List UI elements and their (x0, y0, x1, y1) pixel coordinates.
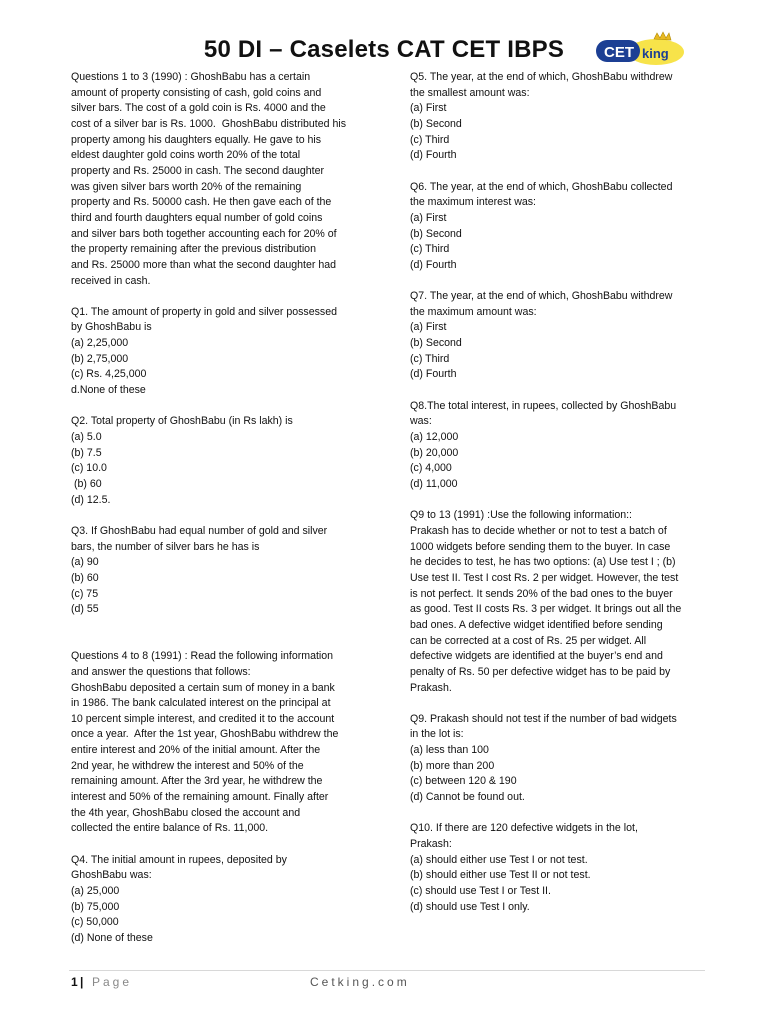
spacer (71, 399, 371, 415)
text-line: property and Rs. 50000 cash. He then gave each of the (71, 196, 332, 209)
text-line: Q5. The year, at the end of which, GhoshBabu withdrew (410, 71, 673, 83)
cetking-logo-graphic (594, 30, 686, 66)
question-block (71, 70, 371, 289)
text-line: Questions 1 to 3 (1990) : GhoshBabu has a certain (71, 71, 311, 83)
text-line: bad ones. A defective widget identified before sending (410, 618, 663, 631)
text-line: (c) 4,000 (410, 462, 452, 475)
text-line: Q9 to 13 (1991) :Use the following information:: (410, 509, 632, 522)
text-line: silver bars. The cost of a gold coin is Rs. 4000 and the (71, 102, 326, 115)
text-line: Q2. Total property of GhoshBabu (in Rs lakh) is (71, 415, 293, 428)
text-line: (d) should use Test I only. (410, 900, 530, 913)
text-line: (c) 50,000 (71, 916, 119, 929)
question-block (71, 649, 371, 837)
spacer (71, 634, 371, 650)
text-line: (a) 2,25,000 (71, 337, 129, 350)
text-line: eldest daughter gold coins worth 20% of the total (71, 149, 301, 162)
text-line: (a) 90 (71, 556, 99, 569)
text-line: was: (410, 415, 432, 428)
question-block (410, 508, 710, 696)
text-line: the property remaining after the previous distribution (71, 243, 316, 256)
text-line: 1000 widgets before sending them to the buyer. In case (410, 540, 671, 553)
text-line: amount of property consisting of cash, gold coins and (71, 86, 322, 99)
text-line: (b) more than 200 (410, 759, 495, 772)
text-line: bars, the number of silver bars he has is (71, 540, 260, 553)
text-line: (b) 75,000 (71, 900, 120, 913)
text-line: Prakash. (410, 681, 452, 694)
spacer (410, 164, 710, 180)
text-line: (d) Fourth (410, 149, 457, 162)
spacer (410, 383, 710, 399)
text-line: property and Rs. 25000 in cash. The second daughter (71, 164, 325, 177)
text-line: (d) 12.5. (71, 493, 111, 506)
text-line: (b) 20,000 (410, 446, 459, 459)
spacer (410, 493, 710, 509)
text-line: as good. Test II costs Rs. 3 per widget. It brings out all the (410, 603, 682, 616)
text-line: Q9. Prakash should not test if the number of bad widgets (410, 712, 677, 725)
text-line: defective widgets are identified at the buyer’s end and (410, 650, 663, 663)
text-line: Q3. If GhoshBabu had equal number of gold and silver (71, 524, 328, 537)
spacer (410, 274, 710, 290)
text-line: (d) Fourth (410, 258, 457, 271)
text-line: Q6. The year, at the end of which, GhoshBabu collected (410, 180, 673, 193)
spacer (410, 806, 710, 822)
question-block (410, 289, 710, 383)
spacer (71, 289, 371, 305)
text-line: penalty of Rs. 50 per defective widget has to be paid by (410, 665, 671, 678)
text-line: (d) 55 (71, 603, 99, 616)
page-label: Page (92, 975, 133, 989)
text-line: and answer the questions that follows: (71, 665, 251, 678)
text-line: Q1. The amount of property in gold and silver possessed (71, 305, 337, 318)
text-line: in 1986. The bank calculated interest on the principal at (71, 697, 331, 710)
text-line: (a) 25,000 (71, 885, 120, 898)
spacer (410, 696, 710, 712)
text-line: (a) First (410, 211, 447, 224)
text-line: (b) Second (410, 337, 462, 350)
page-number: 1 (71, 975, 78, 989)
text-line: property among his daughters equally. He gave to his (71, 133, 322, 146)
question-block (71, 305, 371, 399)
text-line: can be corrected at a cost of Rs. 25 per widget. All (410, 634, 647, 647)
text-line: interest and 50% of the remaining amount. Finally after (71, 791, 329, 804)
footer-separator: | (80, 975, 84, 989)
text-line: was given silver bars worth 20% of the remaining (71, 180, 302, 193)
text-line: (d) Fourth (410, 368, 457, 381)
text-line: (a) First (410, 102, 447, 115)
text-line: once a year. After the 1st year, GhoshBabu withdrew the (71, 728, 339, 741)
text-line: d.None of these (71, 384, 146, 397)
text-line: (c) 75 (71, 587, 99, 600)
spacer (71, 508, 371, 524)
cetking-logo (594, 30, 686, 66)
page-title: 50 DI – Caselets CAT CET IBPS (203, 36, 565, 63)
text-line: the maximum interest was: (410, 196, 536, 209)
text-line: remaining amount. After the 3rd year, he withdrew the (71, 775, 323, 788)
question-block (410, 70, 710, 164)
text-line: (c) Third (410, 133, 450, 146)
text-line: (d) Cannot be found out. (410, 791, 525, 804)
footer-site: Cetking.com (310, 975, 410, 989)
text-line: (c) Rs. 4,25,000 (71, 368, 147, 381)
text-line: (a) 12,000 (410, 431, 459, 444)
text-line: the smallest amount was: (410, 86, 530, 99)
text-line: GhoshBabu deposited a certain sum of money in a bank (71, 681, 335, 694)
text-line: GhoshBabu was: (71, 869, 152, 882)
text-line: received in cash. (71, 274, 151, 287)
text-line: by GhoshBabu is (71, 321, 152, 334)
question-block (410, 821, 710, 915)
text-line: (b) 2,75,000 (71, 352, 129, 365)
text-line: (b) Second (410, 227, 462, 240)
text-line: Q7. The year, at the end of which, GhoshBabu withdrew (410, 290, 673, 303)
text-line: 10 percent simple interest, and credited it to the account (71, 712, 335, 725)
text-line: he decides to test, he has two options: (a) Use test I ; (b) (410, 556, 676, 569)
question-block (71, 853, 371, 947)
text-line: is not perfect. It sends 20% of the bad ones to the buyer (410, 587, 673, 600)
text-line: (d) 11,000 (410, 478, 458, 491)
text-line: Q10. If there are 120 defective widgets in the lot, (410, 822, 638, 835)
spacer (71, 837, 371, 853)
text-line: in the lot is: (410, 728, 464, 741)
text-line: (c) Third (410, 243, 450, 256)
text-line: (b) Second (410, 117, 462, 130)
text-line: (c) 10.0 (71, 462, 107, 475)
text-line: entire interest and 20% of the initial amount. After the (71, 744, 321, 757)
question-block (410, 712, 710, 806)
logo-cet-text: CET (604, 44, 634, 61)
text-line: Use test II. Test I cost Rs. 2 per widget. However, the test (410, 571, 679, 584)
text-line: and silver bars both together accounting each for 20% of (71, 227, 337, 240)
text-line: (b) 60 (71, 478, 102, 491)
text-line: (c) Third (410, 352, 450, 365)
text-line: (c) between 120 & 190 (410, 775, 517, 788)
text-line: Q8.The total interest, in rupees, collected by GhoshBabu (410, 399, 677, 412)
text-line: third and fourth daughters equal number of gold coins (71, 211, 323, 224)
text-line: the maximum amount was: (410, 305, 537, 318)
text-line: cost of a silver bar is Rs. 1000. GhoshBabu distributed his (71, 117, 346, 130)
text-line: (a) 5.0 (71, 431, 102, 444)
question-block (71, 524, 371, 618)
text-line: (b) 7.5 (71, 446, 102, 459)
right-column (410, 70, 710, 915)
text-line: (d) None of these (71, 932, 153, 944)
question-block (410, 399, 710, 493)
text-line: Questions 4 to 8 (1991) : Read the following information (71, 650, 334, 663)
footer-divider (69, 970, 705, 971)
text-line: Q4. The initial amount in rupees, deposited by (71, 853, 287, 866)
spacer (71, 618, 371, 634)
logo-king-text: king (642, 46, 669, 61)
text-line: Prakash: (410, 838, 452, 851)
text-line: (b) should either use Test II or not test. (410, 869, 591, 882)
text-line: (c) should use Test I or Test II. (410, 885, 551, 898)
text-line: (a) should either use Test I or not test. (410, 853, 588, 866)
text-line: Prakash has to decide whether or not to test a batch of (410, 524, 667, 537)
question-block (410, 180, 710, 274)
text-line: (a) less than 100 (410, 744, 489, 757)
question-block (71, 414, 371, 508)
text-line: (a) First (410, 321, 447, 334)
text-line: 2nd year, he withdrew the interest and 50% of the (71, 759, 304, 772)
text-line: collected the entire balance of Rs. 11,000. (71, 822, 269, 835)
left-column (71, 70, 371, 947)
text-line: (b) 60 (71, 571, 99, 584)
text-line: and Rs. 25000 more than what the second daughter had (71, 258, 337, 271)
text-line: the 4th year, GhoshBabu closed the account and (71, 806, 301, 819)
